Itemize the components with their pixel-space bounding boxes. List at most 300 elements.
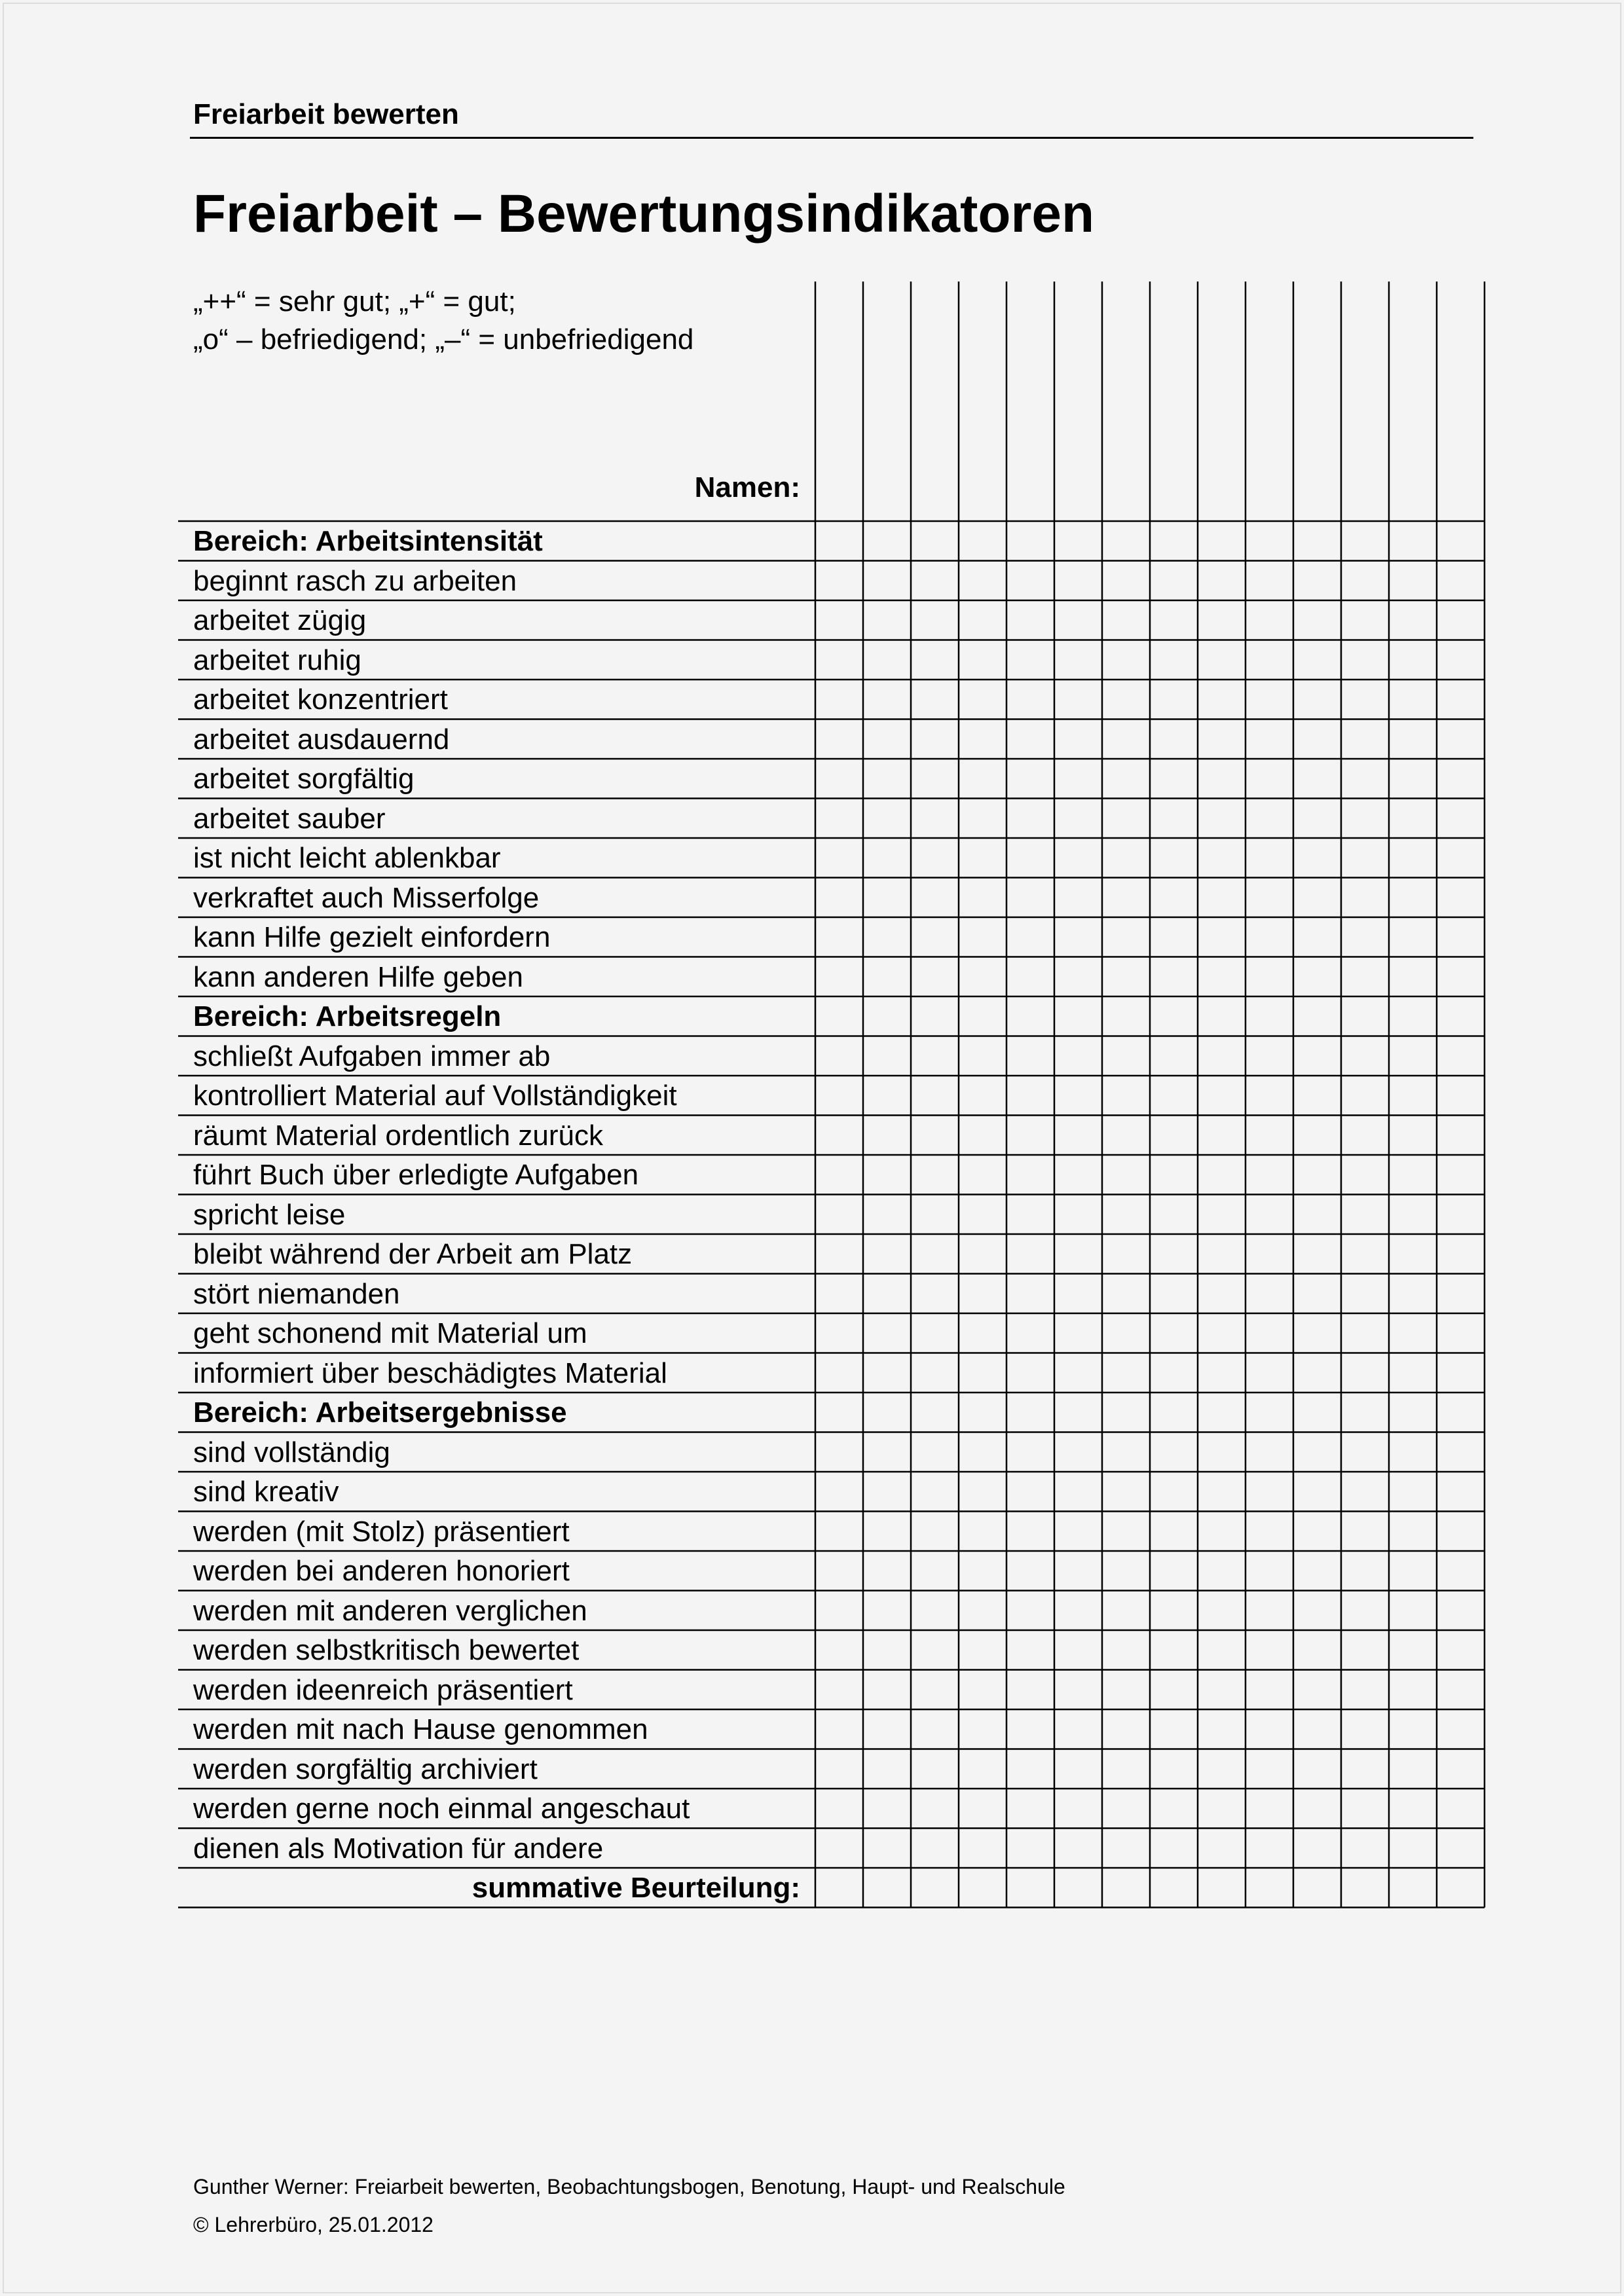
rating-cell[interactable] (1008, 1394, 1053, 1431)
rating-cell[interactable] (817, 1751, 862, 1788)
rating-cell[interactable] (1199, 1869, 1244, 1906)
rating-cell[interactable] (1199, 839, 1244, 877)
rating-cell[interactable] (1056, 522, 1101, 560)
rating-cell[interactable] (1103, 1038, 1149, 1075)
rating-cell[interactable] (864, 879, 910, 917)
rating-cell[interactable] (1390, 1355, 1435, 1392)
rating-cell[interactable] (817, 642, 862, 679)
rating-cell[interactable] (912, 1869, 957, 1906)
rating-cell[interactable] (1199, 1671, 1244, 1709)
rating-cell[interactable] (1056, 1196, 1101, 1233)
rating-cell[interactable] (912, 760, 957, 797)
rating-cell[interactable] (1103, 1156, 1149, 1194)
rating-cell[interactable] (1008, 1592, 1053, 1630)
rating-cell[interactable] (817, 1156, 862, 1194)
rating-cell[interactable] (1438, 958, 1483, 996)
rating-cell[interactable] (960, 1117, 1005, 1154)
rating-cell[interactable] (1103, 1552, 1149, 1590)
rating-cell[interactable] (864, 1830, 910, 1867)
rating-cell[interactable] (912, 1552, 957, 1590)
rating-cell[interactable] (1247, 1275, 1292, 1313)
rating-cell[interactable] (864, 919, 910, 956)
rating-cell[interactable] (960, 1434, 1005, 1471)
name-header-cell[interactable] (1151, 283, 1196, 520)
rating-cell[interactable] (1390, 1038, 1435, 1075)
rating-cell[interactable] (1199, 1552, 1244, 1590)
rating-cell[interactable] (1008, 839, 1053, 877)
rating-cell[interactable] (1390, 760, 1435, 797)
rating-cell[interactable] (960, 1038, 1005, 1075)
rating-cell[interactable] (1438, 721, 1483, 758)
rating-cell[interactable] (912, 879, 957, 917)
rating-cell[interactable] (1390, 522, 1435, 560)
rating-cell[interactable] (1438, 800, 1483, 837)
rating-cell[interactable] (1151, 1038, 1196, 1075)
rating-cell[interactable] (1295, 1077, 1340, 1114)
rating-cell[interactable] (1151, 1790, 1196, 1827)
rating-cell[interactable] (1008, 1711, 1053, 1748)
rating-cell[interactable] (817, 1671, 862, 1709)
rating-cell[interactable] (1295, 1592, 1340, 1630)
rating-cell[interactable] (1342, 522, 1388, 560)
rating-cell[interactable] (960, 642, 1005, 679)
rating-cell[interactable] (1295, 1117, 1340, 1154)
rating-cell[interactable] (1103, 839, 1149, 877)
rating-cell[interactable] (817, 1790, 862, 1827)
rating-cell[interactable] (864, 1552, 910, 1590)
rating-cell[interactable] (1199, 721, 1244, 758)
rating-cell[interactable] (864, 1592, 910, 1630)
rating-cell[interactable] (1390, 1077, 1435, 1114)
rating-cell[interactable] (1103, 1711, 1149, 1748)
rating-cell[interactable] (960, 1275, 1005, 1313)
rating-cell[interactable] (864, 998, 910, 1035)
rating-cell[interactable] (1247, 1434, 1292, 1471)
rating-cell[interactable] (1008, 879, 1053, 917)
rating-cell[interactable] (1342, 1711, 1388, 1748)
rating-cell[interactable] (864, 1473, 910, 1510)
rating-cell[interactable] (817, 1235, 862, 1273)
rating-cell[interactable] (912, 1394, 957, 1431)
rating-cell[interactable] (1438, 1315, 1483, 1352)
rating-cell[interactable] (1390, 1473, 1435, 1510)
rating-cell[interactable] (864, 1711, 910, 1748)
rating-cell[interactable] (1008, 800, 1053, 837)
rating-cell[interactable] (1390, 1235, 1435, 1273)
rating-cell[interactable] (1008, 1235, 1053, 1273)
rating-cell[interactable] (1103, 1751, 1149, 1788)
rating-cell[interactable] (1390, 1196, 1435, 1233)
rating-cell[interactable] (864, 1394, 910, 1431)
rating-cell[interactable] (1199, 760, 1244, 797)
name-header-cell[interactable] (1103, 283, 1149, 520)
rating-cell[interactable] (1438, 1790, 1483, 1827)
rating-cell[interactable] (864, 1671, 910, 1709)
rating-cell[interactable] (1056, 1235, 1101, 1273)
rating-cell[interactable] (1390, 1671, 1435, 1709)
rating-cell[interactable] (1342, 1315, 1388, 1352)
rating-cell[interactable] (1247, 1869, 1292, 1906)
rating-cell[interactable] (1342, 1355, 1388, 1392)
rating-cell[interactable] (1056, 1830, 1101, 1867)
rating-cell[interactable] (1390, 1751, 1435, 1788)
rating-cell[interactable] (1056, 602, 1101, 639)
rating-cell[interactable] (960, 919, 1005, 956)
rating-cell[interactable] (1295, 681, 1340, 718)
rating-cell[interactable] (1438, 522, 1483, 560)
name-header-cell[interactable] (1390, 283, 1435, 520)
rating-cell[interactable] (1008, 602, 1053, 639)
rating-cell[interactable] (1295, 1355, 1340, 1392)
rating-cell[interactable] (1295, 1751, 1340, 1788)
rating-cell[interactable] (817, 681, 862, 718)
rating-cell[interactable] (1151, 642, 1196, 679)
rating-cell[interactable] (1295, 760, 1340, 797)
rating-cell[interactable] (1103, 1671, 1149, 1709)
rating-cell[interactable] (817, 522, 862, 560)
rating-cell[interactable] (912, 1196, 957, 1233)
rating-cell[interactable] (1151, 760, 1196, 797)
rating-cell[interactable] (912, 1315, 957, 1352)
rating-cell[interactable] (912, 1473, 957, 1510)
rating-cell[interactable] (1390, 681, 1435, 718)
name-header-cell[interactable] (1247, 283, 1292, 520)
rating-cell[interactable] (1342, 1077, 1388, 1114)
rating-cell[interactable] (1199, 879, 1244, 917)
rating-cell[interactable] (1390, 1830, 1435, 1867)
rating-cell[interactable] (1103, 1790, 1149, 1827)
rating-cell[interactable] (1151, 602, 1196, 639)
rating-cell[interactable] (912, 681, 957, 718)
rating-cell[interactable] (1103, 681, 1149, 718)
rating-cell[interactable] (1151, 1156, 1196, 1194)
rating-cell[interactable] (1342, 800, 1388, 837)
rating-cell[interactable] (1103, 1869, 1149, 1906)
rating-cell[interactable] (1342, 681, 1388, 718)
rating-cell[interactable] (960, 800, 1005, 837)
rating-cell[interactable] (817, 1196, 862, 1233)
rating-cell[interactable] (912, 958, 957, 996)
rating-cell[interactable] (1438, 1077, 1483, 1114)
rating-cell[interactable] (1438, 1671, 1483, 1709)
rating-cell[interactable] (1438, 642, 1483, 679)
rating-cell[interactable] (1342, 998, 1388, 1035)
rating-cell[interactable] (1342, 1631, 1388, 1669)
rating-cell[interactable] (912, 1513, 957, 1550)
rating-cell[interactable] (1295, 1315, 1340, 1352)
rating-cell[interactable] (1438, 1355, 1483, 1392)
rating-cell[interactable] (1390, 1394, 1435, 1431)
rating-cell[interactable] (1056, 1552, 1101, 1590)
rating-cell[interactable] (912, 522, 957, 560)
name-header-cell[interactable] (1295, 283, 1340, 520)
rating-cell[interactable] (960, 1394, 1005, 1431)
rating-cell[interactable] (1056, 839, 1101, 877)
rating-cell[interactable] (1390, 562, 1435, 600)
rating-cell[interactable] (960, 1552, 1005, 1590)
rating-cell[interactable] (1008, 760, 1053, 797)
rating-cell[interactable] (1199, 1513, 1244, 1550)
rating-cell[interactable] (1056, 1592, 1101, 1630)
rating-cell[interactable] (817, 562, 862, 600)
rating-cell[interactable] (864, 1790, 910, 1827)
rating-cell[interactable] (1342, 1038, 1388, 1075)
rating-cell[interactable] (1342, 839, 1388, 877)
rating-cell[interactable] (1342, 1790, 1388, 1827)
rating-cell[interactable] (1247, 1711, 1292, 1748)
rating-cell[interactable] (1008, 1077, 1053, 1114)
rating-cell[interactable] (960, 1473, 1005, 1510)
rating-cell[interactable] (1151, 1671, 1196, 1709)
rating-cell[interactable] (817, 1315, 862, 1352)
rating-cell[interactable] (960, 681, 1005, 718)
rating-cell[interactable] (1438, 1513, 1483, 1550)
rating-cell[interactable] (1103, 998, 1149, 1035)
rating-cell[interactable] (817, 800, 862, 837)
rating-cell[interactable] (1342, 562, 1388, 600)
rating-cell[interactable] (1151, 919, 1196, 956)
rating-cell[interactable] (1103, 1355, 1149, 1392)
rating-cell[interactable] (1056, 1631, 1101, 1669)
rating-cell[interactable] (1295, 1552, 1340, 1590)
rating-cell[interactable] (864, 1077, 910, 1114)
rating-cell[interactable] (1247, 1394, 1292, 1431)
name-header-cell[interactable] (1056, 283, 1101, 520)
rating-cell[interactable] (1390, 998, 1435, 1035)
rating-cell[interactable] (817, 1711, 862, 1748)
rating-cell[interactable] (1103, 1196, 1149, 1233)
rating-cell[interactable] (1295, 998, 1340, 1035)
rating-cell[interactable] (960, 522, 1005, 560)
rating-cell[interactable] (1056, 1156, 1101, 1194)
rating-cell[interactable] (1438, 1751, 1483, 1788)
rating-cell[interactable] (1151, 1117, 1196, 1154)
rating-cell[interactable] (1342, 1394, 1388, 1431)
rating-cell[interactable] (1438, 1592, 1483, 1630)
rating-cell[interactable] (1103, 919, 1149, 956)
rating-cell[interactable] (912, 1275, 957, 1313)
rating-cell[interactable] (1438, 1117, 1483, 1154)
rating-cell[interactable] (1295, 958, 1340, 996)
rating-cell[interactable] (960, 760, 1005, 797)
rating-cell[interactable] (864, 760, 910, 797)
rating-cell[interactable] (1438, 1552, 1483, 1590)
rating-cell[interactable] (960, 1869, 1005, 1906)
rating-cell[interactable] (1390, 1117, 1435, 1154)
rating-cell[interactable] (1390, 642, 1435, 679)
rating-cell[interactable] (1056, 800, 1101, 837)
rating-cell[interactable] (864, 681, 910, 718)
rating-cell[interactable] (960, 1790, 1005, 1827)
rating-cell[interactable] (1295, 1235, 1340, 1273)
rating-cell[interactable] (864, 1513, 910, 1550)
rating-cell[interactable] (1295, 839, 1340, 877)
rating-cell[interactable] (1342, 1434, 1388, 1471)
rating-cell[interactable] (1295, 1790, 1340, 1827)
rating-cell[interactable] (1199, 1117, 1244, 1154)
rating-cell[interactable] (1247, 1830, 1292, 1867)
rating-cell[interactable] (960, 958, 1005, 996)
rating-cell[interactable] (1247, 1671, 1292, 1709)
rating-cell[interactable] (912, 1077, 957, 1114)
rating-cell[interactable] (1056, 1671, 1101, 1709)
rating-cell[interactable] (1199, 1394, 1244, 1431)
rating-cell[interactable] (912, 1790, 957, 1827)
rating-cell[interactable] (1295, 1196, 1340, 1233)
rating-cell[interactable] (1008, 1473, 1053, 1510)
rating-cell[interactable] (1151, 958, 1196, 996)
rating-cell[interactable] (1295, 919, 1340, 956)
rating-cell[interactable] (1438, 1235, 1483, 1273)
rating-cell[interactable] (1342, 642, 1388, 679)
rating-cell[interactable] (1151, 1394, 1196, 1431)
rating-cell[interactable] (1056, 1711, 1101, 1748)
rating-cell[interactable] (864, 1235, 910, 1273)
rating-cell[interactable] (817, 1473, 862, 1510)
rating-cell[interactable] (1056, 1434, 1101, 1471)
rating-cell[interactable] (960, 1671, 1005, 1709)
rating-cell[interactable] (1342, 602, 1388, 639)
rating-cell[interactable] (1056, 1473, 1101, 1510)
rating-cell[interactable] (817, 1830, 862, 1867)
rating-cell[interactable] (1199, 998, 1244, 1035)
rating-cell[interactable] (1103, 1434, 1149, 1471)
rating-cell[interactable] (1438, 1711, 1483, 1748)
rating-cell[interactable] (912, 800, 957, 837)
rating-cell[interactable] (1151, 879, 1196, 917)
rating-cell[interactable] (1056, 642, 1101, 679)
rating-cell[interactable] (1103, 958, 1149, 996)
rating-cell[interactable] (1008, 1156, 1053, 1194)
rating-cell[interactable] (1199, 1235, 1244, 1273)
name-header-cell[interactable] (1438, 283, 1483, 520)
rating-cell[interactable] (912, 562, 957, 600)
rating-cell[interactable] (1438, 839, 1483, 877)
rating-cell[interactable] (817, 1077, 862, 1114)
rating-cell[interactable] (1151, 522, 1196, 560)
rating-cell[interactable] (1151, 1355, 1196, 1392)
rating-cell[interactable] (817, 1117, 862, 1154)
rating-cell[interactable] (1151, 1473, 1196, 1510)
rating-cell[interactable] (1008, 681, 1053, 718)
rating-cell[interactable] (864, 1869, 910, 1906)
rating-cell[interactable] (817, 998, 862, 1035)
rating-cell[interactable] (1247, 1156, 1292, 1194)
rating-cell[interactable] (912, 998, 957, 1035)
rating-cell[interactable] (1103, 1235, 1149, 1273)
rating-cell[interactable] (817, 1869, 862, 1906)
rating-cell[interactable] (1151, 721, 1196, 758)
rating-cell[interactable] (1342, 1275, 1388, 1313)
rating-cell[interactable] (1247, 681, 1292, 718)
rating-cell[interactable] (1008, 1830, 1053, 1867)
rating-cell[interactable] (1295, 642, 1340, 679)
rating-cell[interactable] (1247, 800, 1292, 837)
rating-cell[interactable] (817, 760, 862, 797)
rating-cell[interactable] (864, 1631, 910, 1669)
rating-cell[interactable] (1295, 1434, 1340, 1471)
rating-cell[interactable] (960, 602, 1005, 639)
rating-cell[interactable] (960, 879, 1005, 917)
rating-cell[interactable] (1295, 1631, 1340, 1669)
rating-cell[interactable] (1199, 522, 1244, 560)
rating-cell[interactable] (1247, 1196, 1292, 1233)
rating-cell[interactable] (1247, 1751, 1292, 1788)
rating-cell[interactable] (1342, 919, 1388, 956)
rating-cell[interactable] (817, 721, 862, 758)
rating-cell[interactable] (1008, 522, 1053, 560)
rating-cell[interactable] (1247, 1235, 1292, 1273)
rating-cell[interactable] (1247, 958, 1292, 996)
rating-cell[interactable] (912, 1711, 957, 1748)
rating-cell[interactable] (1008, 1552, 1053, 1590)
rating-cell[interactable] (1390, 721, 1435, 758)
rating-cell[interactable] (1247, 839, 1292, 877)
rating-cell[interactable] (864, 958, 910, 996)
rating-cell[interactable] (1151, 1830, 1196, 1867)
rating-cell[interactable] (1390, 602, 1435, 639)
rating-cell[interactable] (960, 1355, 1005, 1392)
rating-cell[interactable] (1342, 1156, 1388, 1194)
rating-cell[interactable] (1438, 998, 1483, 1035)
rating-cell[interactable] (864, 1196, 910, 1233)
rating-cell[interactable] (1247, 721, 1292, 758)
rating-cell[interactable] (960, 1592, 1005, 1630)
rating-cell[interactable] (912, 1156, 957, 1194)
rating-cell[interactable] (1199, 800, 1244, 837)
rating-cell[interactable] (1199, 1434, 1244, 1471)
rating-cell[interactable] (1390, 919, 1435, 956)
rating-cell[interactable] (1390, 1315, 1435, 1352)
rating-cell[interactable] (912, 642, 957, 679)
rating-cell[interactable] (864, 1038, 910, 1075)
rating-cell[interactable] (1056, 721, 1101, 758)
name-header-cell[interactable] (864, 283, 910, 520)
rating-cell[interactable] (1056, 1355, 1101, 1392)
rating-cell[interactable] (817, 879, 862, 917)
rating-cell[interactable] (817, 1038, 862, 1075)
rating-cell[interactable] (1295, 1394, 1340, 1431)
rating-cell[interactable] (1247, 998, 1292, 1035)
rating-cell[interactable] (1247, 1315, 1292, 1352)
rating-cell[interactable] (1342, 1869, 1388, 1906)
rating-cell[interactable] (1199, 1751, 1244, 1788)
name-header-cell[interactable] (1342, 283, 1388, 520)
rating-cell[interactable] (1199, 642, 1244, 679)
rating-cell[interactable] (960, 1711, 1005, 1748)
rating-cell[interactable] (1390, 839, 1435, 877)
rating-cell[interactable] (1247, 760, 1292, 797)
rating-cell[interactable] (1247, 522, 1292, 560)
rating-cell[interactable] (1342, 1552, 1388, 1590)
rating-cell[interactable] (864, 1315, 910, 1352)
rating-cell[interactable] (1247, 1355, 1292, 1392)
rating-cell[interactable] (1103, 1077, 1149, 1114)
rating-cell[interactable] (1056, 1038, 1101, 1075)
rating-cell[interactable] (912, 1235, 957, 1273)
rating-cell[interactable] (960, 1156, 1005, 1194)
rating-cell[interactable] (1438, 1473, 1483, 1510)
rating-cell[interactable] (1008, 1275, 1053, 1313)
rating-cell[interactable] (1342, 1592, 1388, 1630)
rating-cell[interactable] (1008, 919, 1053, 956)
rating-cell[interactable] (1438, 1038, 1483, 1075)
rating-cell[interactable] (1199, 1156, 1244, 1194)
rating-cell[interactable] (864, 1156, 910, 1194)
rating-cell[interactable] (1103, 522, 1149, 560)
rating-cell[interactable] (1342, 1235, 1388, 1273)
rating-cell[interactable] (1247, 1513, 1292, 1550)
